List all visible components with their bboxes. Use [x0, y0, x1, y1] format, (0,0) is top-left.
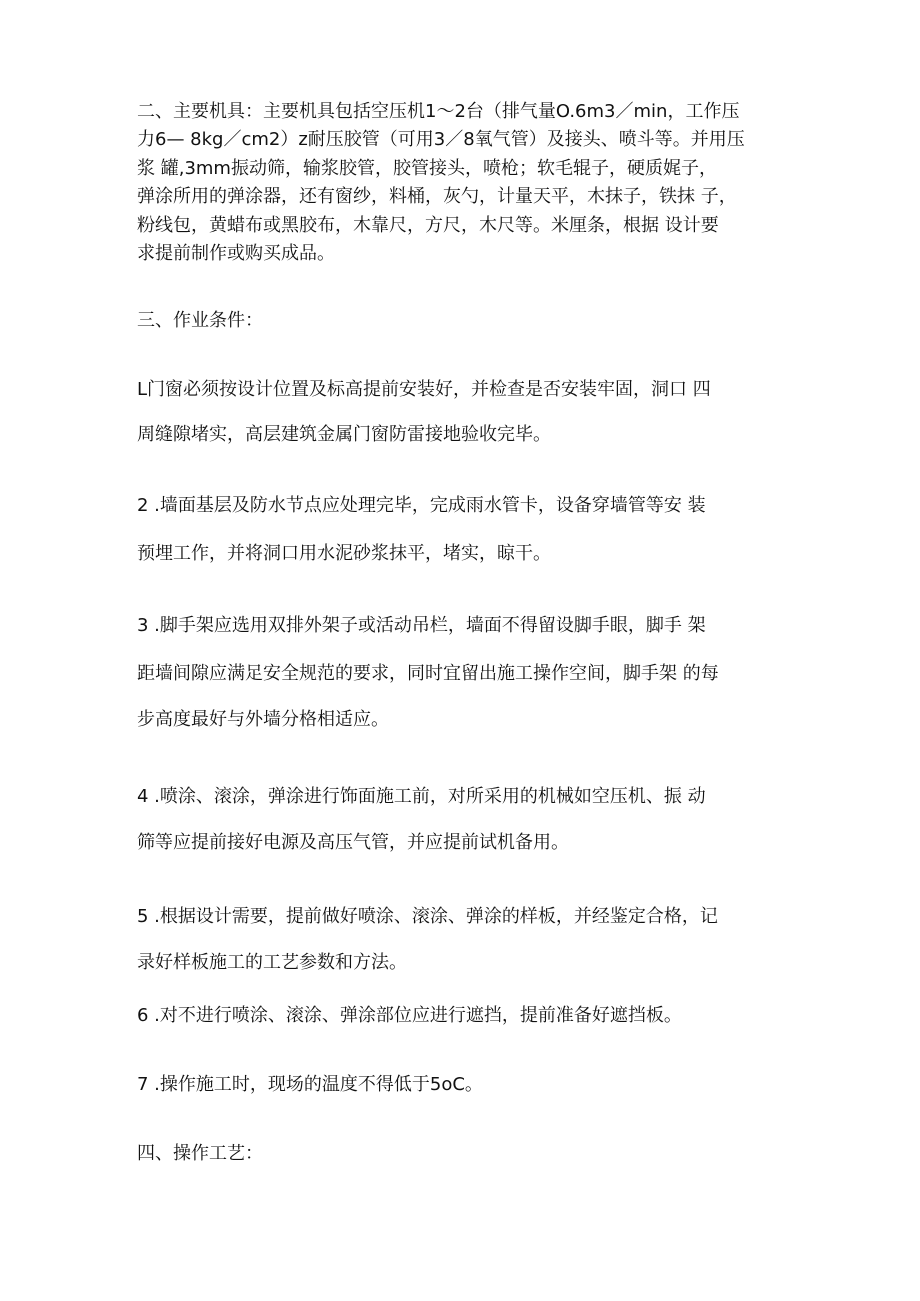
section3-item5-line-2: 录好样板施工的工艺参数和方法。	[137, 952, 407, 973]
section3-heading: 三、作业条件：	[137, 310, 263, 331]
section3-item3-line-2: 距墙间隙应满足安全规范的要求，同时宜留出施工操作空间，脚手架 的每	[137, 663, 719, 684]
section3-item7-line-1: 7 .操作施工时，现场的温度不得低于5oC。	[137, 1074, 483, 1095]
section2-line-4: 弹涂所用的弹涂器，还有窗纱，料桶，灰勺，计量天平，木抹子，铁抹 子，	[137, 186, 737, 207]
section3-item1-line-1: L门窗必须按设计位置及标高提前安装好，并检查是否安装牢固，洞口 四	[137, 379, 711, 400]
section3-item6-line-1: 6 .对不进行喷涂、滚涂、弹涂部位应进行遮挡，提前准备好遮挡板。	[137, 1005, 682, 1026]
section3-item4-line-2: 筛等应提前接好电源及高压气管，并应提前试机备用。	[137, 832, 569, 853]
section2-line-6: 求提前制作或购买成品。	[137, 243, 335, 264]
section3-item3-line-1: 3 .脚手架应选用双排外架子或活动吊栏，墙面不得留设脚手眼，脚手 架	[137, 615, 706, 636]
section3-item4-line-1: 4 .喷涂、滚涂，弹涂进行饰面施工前，对所采用的机械如空压机、振 动	[137, 786, 706, 807]
section2-line-3: 浆 罐,3mm振动筛，输浆胶管，胶管接头，喷枪；软毛辊子，硬质娓子，	[137, 158, 717, 179]
section3-item5-line-1: 5 .根据设计需要，提前做好喷涂、滚涂、弹涂的样板，并经鉴定合格，记	[137, 906, 718, 927]
section2-line-2: 力6— 8kg／cm2）z耐压胶管（可用3／8氧气管）及接头、喷斗等。并用压	[137, 129, 745, 150]
section3-item1-line-2: 周缝隙堵实，高层建筑金属门窗防雷接地验收完毕。	[137, 424, 551, 445]
section4-heading: 四、操作工艺：	[137, 1143, 263, 1164]
section2-line-1: 二、主要机具：主要机具包括空压机1～2台（排气量O.6m3／min，工作压	[137, 101, 740, 122]
section3-item3-line-3: 步高度最好与外墙分格相适应。	[137, 709, 389, 730]
section3-item2-line-2: 预埋工作，并将洞口用水泥砂浆抹平，堵实，晾干。	[137, 543, 551, 564]
section3-item2-line-1: 2 .墙面基层及防水节点应处理完毕，完成雨水管卡，设备穿墙管等安 装	[137, 495, 706, 516]
section2-line-5: 粉线包，黄蜡布或黑胶布，木靠尺，方尺，木尺等。米厘条，根据 设计要	[137, 215, 719, 236]
